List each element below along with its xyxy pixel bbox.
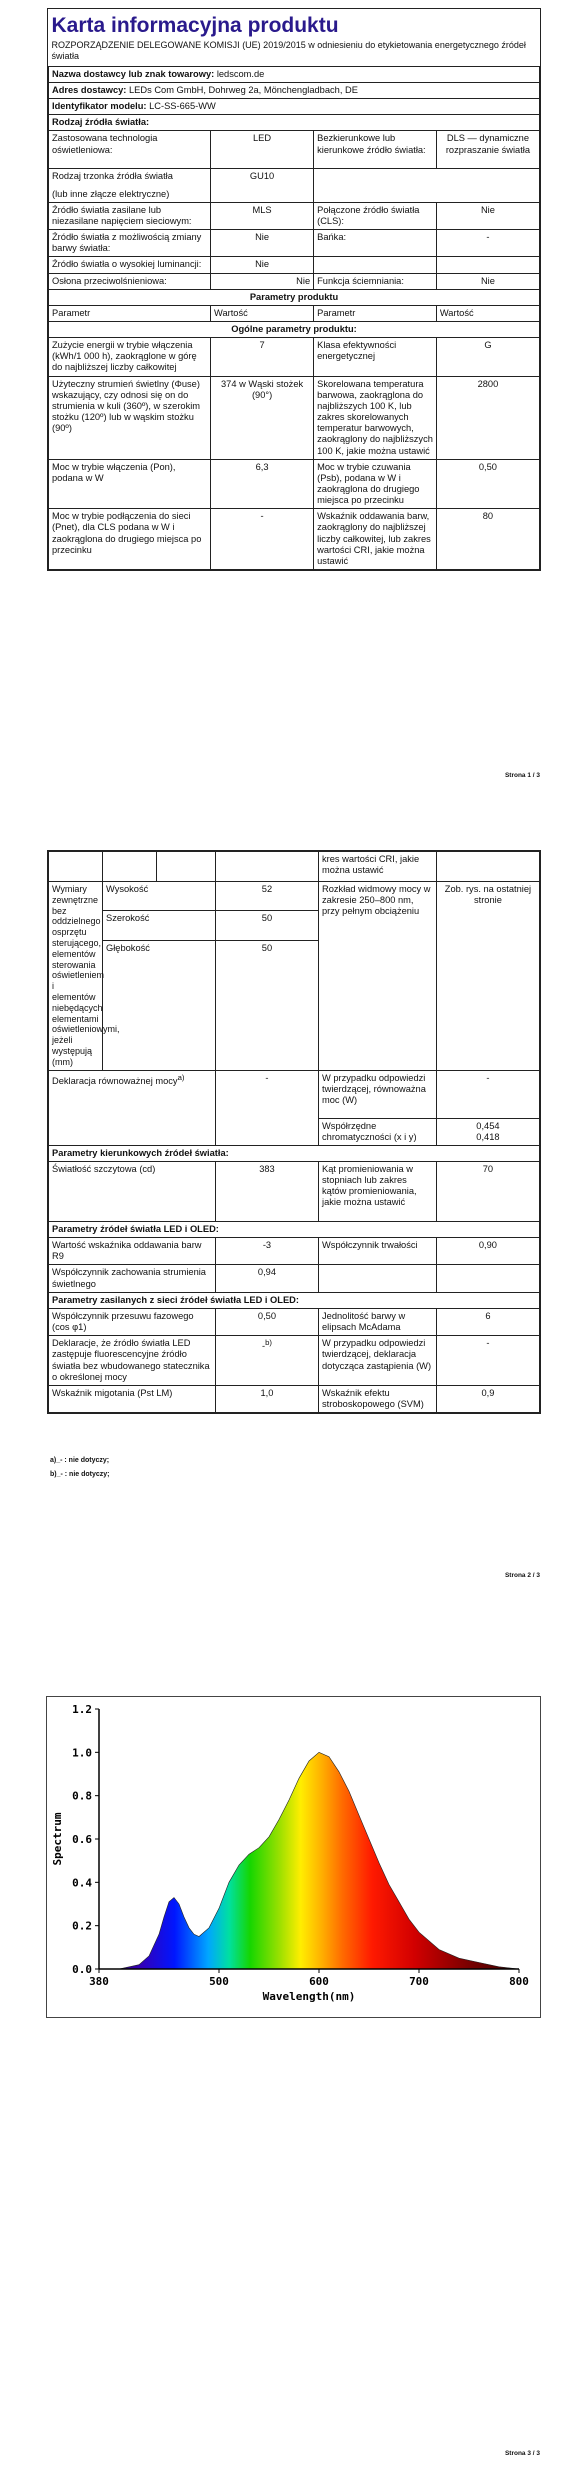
spectrum-chart-svg	[47, 1697, 540, 2017]
params-continued-box	[47, 850, 541, 1414]
technology-label: Zastosowana technologia oświetleniowa:	[49, 131, 211, 169]
regulation-text: ROZPORZĄDZENIE DELEGOWANE KOMISJI (UE) 2019/2015 w odniesieniu do etykietowania energetycznego źródeł światła	[51, 40, 526, 61]
survival-value: 0,90	[436, 1238, 539, 1265]
replace-power-value: -	[436, 1336, 539, 1386]
equiv-power-label: W przypadku odpowiedzi twierdzącej, równoważna moc (W)	[319, 1070, 437, 1118]
col-value-1: Wartość	[211, 305, 314, 321]
energy-value: 7	[211, 338, 314, 376]
page-number-1: Strona 1 / 3	[504, 772, 540, 779]
equiv-label: Deklaracja równoważnej mocy$^{a)}$	[49, 1070, 216, 1145]
intensity-label: Światłość szczytowa (cd)	[49, 1162, 216, 1222]
networked-value: -	[211, 509, 314, 570]
depth-label: Głębokość	[103, 940, 216, 1070]
sdcm-value: 6	[436, 1308, 539, 1335]
high-lum-value: Nie	[211, 257, 314, 273]
energy-label: Zużycie energii w trybie włączenia (kWh/1 000 h), zaokrąglone w górę do najbliższej liczby całkowitej	[49, 338, 211, 376]
supplier-address-row: Adres dostawcy: LEDs Com GmbH, Dohrweg 2a, Mönchengladbach, DE	[49, 82, 540, 98]
beam-value: 70	[436, 1162, 539, 1222]
spectral-value: Zob. rys. na ostatniej stronie	[436, 882, 539, 1071]
page-number-2: Strona 2 / 3	[504, 1572, 540, 1579]
sdcm-label: Jednolitość barwy w elipsach McAdama	[319, 1308, 437, 1335]
supplier-name-row: Nazwa dostawcy lub znak towarowy: ledscom.de	[49, 66, 540, 82]
svm-label: Wskaźnik efektu stroboskopowego (SVM)	[319, 1385, 437, 1412]
x-tick-label: 600	[309, 1975, 329, 1988]
directional-label: Bezkierunkowe lub kierunkowe źródło światła:	[314, 131, 437, 169]
r9-label: Wartość wskaźnika oddawania barw R9	[49, 1238, 216, 1265]
spectrum-chart	[46, 1696, 541, 2018]
replace-value: -$^{b)}$	[215, 1336, 318, 1386]
power-on-label: Moc w trybie włączenia (Pon), podana w W	[49, 459, 211, 509]
beam-label: Kąt promieniowania w stopniach lub zakres kątów promieniowania, jakie można ustawić	[319, 1162, 437, 1222]
height-value: 52	[215, 882, 318, 911]
y-tick-label: 0.2	[72, 1919, 92, 1933]
cri-value: 80	[436, 509, 539, 570]
document-title: Karta informacyjna produktu	[51, 14, 339, 37]
y-tick-label: 0.8	[72, 1789, 92, 1803]
mains-value: MLS	[211, 202, 314, 229]
chroma-label: Współrzędne chromatyczności (x i y)	[319, 1118, 437, 1145]
cri-label-continued: kres wartości CRI, jakie można ustawić	[319, 852, 437, 882]
glare-label: Osłona przeciwolśnieniowa:	[49, 273, 211, 289]
pf-value: 0,50	[215, 1308, 318, 1335]
dims-label: Wymiary zewnętrzne bez oddzielnego osprzętu sterującego, elementów sterowania oświetleniem i elementów niebędących elementami oświetleniowymi, jeżeli występują (mm)	[49, 882, 103, 1071]
page-3	[0, 1640, 585, 2476]
col-value-2: Wartość	[436, 305, 539, 321]
technology-value: LED	[211, 131, 314, 169]
model-id: LC-SS-665-WW	[149, 101, 216, 112]
y-tick-label: 0.6	[72, 1833, 92, 1846]
flux-label: Użyteczny strumień świetlny (Φuse) wskazujący, czy odnosi się on do strumienia w kuli (360º), w szerokim stożku (120º) lub w wąskim stożku (90º)	[49, 376, 211, 459]
x-tick-label: 500	[209, 1975, 229, 1988]
maint-value: 0,94	[215, 1265, 318, 1292]
glare-value: Nie	[211, 273, 314, 289]
width-label: Szerokość	[103, 911, 216, 940]
general-params-header: Ogólne parametry produktu:	[49, 321, 540, 337]
page-2	[0, 850, 585, 1590]
cap-label: Rodzaj trzonka źródła światła (lub inne złącze elektryczne)	[49, 169, 211, 202]
footnote-a: a)_- : nie dotyczy;	[50, 1457, 110, 1464]
width-value: 50	[215, 911, 318, 940]
y-tick-label: 1.2	[72, 1703, 92, 1716]
equiv-value: -	[215, 1070, 318, 1145]
flicker-label: Wskaźnik migotania (Pst LM)	[49, 1385, 216, 1412]
connected-value: Nie	[436, 202, 539, 229]
chroma-value: 0,454 0,418	[436, 1118, 539, 1145]
cct-label: Skorelowana temperatura barwowa, zaokrąglona do najbliższych 100 K, lub zakres skorelowanych temperatur barwowych, zaokrąglony do najbliższych 100 K, jakie można ustawić	[314, 376, 437, 459]
tunable-label: Źródło światła z możliwością zmiany barwy światła:	[49, 230, 211, 257]
class-value: G	[436, 338, 539, 376]
product-card-box	[47, 8, 541, 571]
power-on-value: 6,3	[211, 459, 314, 509]
height-label: Wysokość	[103, 882, 216, 911]
cri-label: Wskaźnik oddawania barw, zaokrąglony do najbliższej liczby całkowitej, lub zakres wartości CRI, jakie można ustawić	[314, 509, 437, 570]
dimmable-value: Nie	[436, 273, 539, 289]
envelope-label: Bańka:	[314, 230, 437, 257]
replace-power-label: W przypadku odpowiedzi twierdzącej, deklaracja dotycząca zastąpienia (W)	[319, 1336, 437, 1386]
y-tick-label: 1.0	[72, 1746, 92, 1760]
replace-label: Deklaracje, że źródło światła LED zastępuje fluorescencyjne źródło światła bez wbudowanego statecznika o określonej mocy	[49, 1336, 216, 1386]
class-label: Klasa efektywności energetycznej	[314, 338, 437, 376]
y-axis-label: Spectrum	[51, 1812, 64, 1866]
page-1	[0, 0, 585, 790]
directional-header: Parametry kierunkowych źródeł światła:	[49, 1145, 540, 1161]
intensity-value: 383	[215, 1162, 318, 1222]
spectral-label: Rozkład widmowy mocy w zakresie 250–800 nm, przy pełnym obciążeniu	[319, 882, 437, 1071]
flux-value: 374 w Wąski stożek (90°)	[211, 376, 314, 459]
standby-value: 0,50	[436, 459, 539, 509]
x-axis-label: Wavelength(nm)	[262, 1990, 356, 2003]
maint-label: Współczynnik zachowania strumienia świetlnego	[49, 1265, 216, 1292]
pf-label: Współczynnik przesuwu fazowego (cos φ1)	[49, 1308, 216, 1335]
source-type-header: Rodzaj źródła światła:	[49, 115, 540, 131]
col-param-2: Parametr	[314, 305, 437, 321]
directional-value: DLS — dynamiczne rozpraszanie światła	[436, 131, 539, 169]
supplier-name: ledscom.de	[216, 68, 265, 79]
r9-value: -3	[215, 1238, 318, 1265]
x-tick-label: 700	[409, 1975, 429, 1988]
page-number-3: Strona 3 / 3	[504, 2450, 540, 2457]
tunable-value: Nie	[211, 230, 314, 257]
high-lum-label: Źródło światła o wysokiej luminancji:	[49, 257, 211, 273]
x-tick-label: 380	[89, 1975, 109, 1988]
led-header: Parametry źródeł światła LED i OLED:	[49, 1222, 540, 1238]
spectrum-area	[99, 1752, 519, 1969]
y-tick-label: 0.4	[72, 1876, 92, 1890]
params-header: Parametry produktu	[49, 289, 540, 305]
networked-label: Moc w trybie podłączenia do sieci (Pnet), dla CLS podana w W i zaokrąglona do drugiego miejsca po przecinku	[49, 509, 211, 570]
y-tick-label: 0.0	[72, 1963, 92, 1976]
cct-value: 2800	[436, 376, 539, 459]
equiv-power-value: -	[436, 1070, 539, 1118]
survival-label: Współczynnik trwałości	[319, 1238, 437, 1265]
envelope-value: -	[436, 230, 539, 257]
mains-led-header: Parametry zasilanych z sieci źródeł światła LED i OLED:	[49, 1292, 540, 1308]
depth-value: 50	[215, 940, 318, 1070]
mains-label: Źródło światła zasilane lub niezasilane napięciem sieciowym:	[49, 202, 211, 229]
flicker-value: 1,0	[215, 1385, 318, 1412]
dimmable-label: Funkcja ściemniania:	[314, 273, 437, 289]
col-param-1: Parametr	[49, 305, 211, 321]
standby-label: Moc w trybie czuwania (Psb), podana w W i zaokrąglona do drugiego miejsca po przecinku	[314, 459, 437, 509]
footnote-b: b)_- : nie dotyczy;	[50, 1471, 110, 1478]
connected-label: Połączone źródło światła (CLS):	[314, 202, 437, 229]
model-row: Identyfikator modelu: LC-SS-665-WW	[49, 99, 540, 115]
supplier-address: LEDs Com GmbH, Dohrweg 2a, Mönchengladbach, DE	[129, 84, 358, 95]
cap-value: GU10	[211, 169, 314, 202]
x-tick-label: 800	[509, 1975, 529, 1988]
svm-value: 0,9	[436, 1385, 539, 1412]
